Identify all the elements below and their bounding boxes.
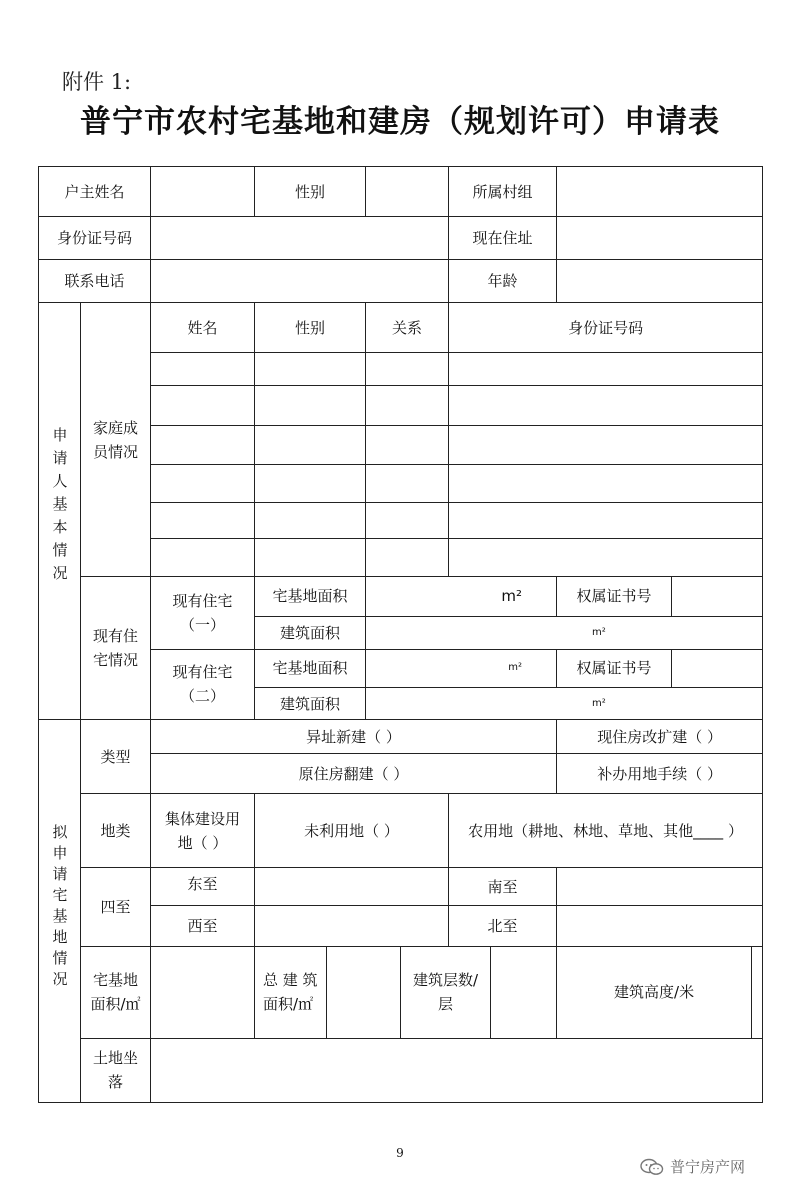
member-gender-cell[interactable] [255, 464, 366, 502]
member-gender-cell[interactable] [255, 426, 366, 464]
section-proposed-homestead [39, 720, 81, 1103]
type-option-renovate[interactable]: 现住房改扩建（ ） [557, 720, 763, 754]
unit-sqm: m² [508, 662, 523, 674]
unit-sqm: m² [592, 697, 606, 709]
height-field[interactable] [752, 946, 763, 1038]
col-gender-header: 性别 [255, 303, 366, 353]
phone-label: 联系电话 [39, 260, 151, 303]
west-boundary-label: 西至 [151, 906, 255, 946]
member-gender-cell[interactable] [255, 502, 366, 538]
col-id-header: 身份证号码 [449, 303, 763, 353]
section-proposed-text: 拟申请宅基地情况 [50, 823, 69, 992]
land-class-collective[interactable]: 集体建设用地（ ） [151, 794, 255, 868]
phone-field[interactable] [151, 260, 449, 303]
application-form-table [38, 166, 763, 1103]
house1-label: 现有住宅（一） [151, 576, 255, 649]
village-label: 所属村组 [449, 167, 557, 217]
floors-field[interactable] [491, 946, 557, 1038]
type-option-rebuild[interactable]: 原住房翻建（ ） [151, 754, 557, 794]
house2-build-area-field[interactable] [366, 688, 763, 720]
id-number-label: 身份证号码 [39, 217, 151, 260]
id-number-field[interactable] [151, 217, 449, 260]
chat-bubble-icon [640, 1158, 664, 1176]
gender-field[interactable] [366, 167, 449, 217]
south-boundary-field[interactable] [557, 868, 763, 906]
section-applicant-info [39, 303, 81, 720]
floors-label: 建筑层数/层 [401, 946, 491, 1038]
owner-name-label: 户主姓名 [39, 167, 151, 217]
page-title: 普宁市农村宅基地和建房（规划许可）申请表 [80, 104, 720, 140]
member-gender-cell[interactable] [255, 538, 366, 576]
unit-sqm: m² [592, 626, 606, 638]
west-boundary-field[interactable] [255, 906, 449, 946]
age-field[interactable] [557, 260, 763, 303]
house2-cert-field[interactable] [672, 649, 763, 687]
member-name-cell[interactable] [151, 426, 255, 464]
member-relation-cell[interactable] [366, 426, 449, 464]
member-gender-cell[interactable] [255, 353, 366, 386]
col-name-header: 姓名 [151, 303, 255, 353]
member-name-cell[interactable] [151, 502, 255, 538]
watermark [640, 1156, 745, 1177]
land-class-agricultural[interactable]: 农用地（耕地、林地、草地、其他____ ） [449, 794, 763, 868]
homestead-area-field[interactable] [151, 946, 255, 1038]
land-class-unused[interactable]: 未利用地（ ） [255, 794, 449, 868]
unit-sqm: m² [501, 587, 523, 606]
location-field[interactable] [151, 1038, 763, 1102]
section-applicant-text: 申请人基本情况 [50, 427, 69, 589]
member-id-cell[interactable] [449, 464, 763, 502]
village-field[interactable] [557, 167, 763, 217]
col-relation-header: 关系 [366, 303, 449, 353]
member-relation-cell[interactable] [366, 353, 449, 386]
homestead-area-label: 宅基地面积/㎡ [81, 946, 151, 1038]
watermark-text: 普宁房产网 [670, 1158, 746, 1176]
address-label: 现在住址 [449, 217, 557, 260]
member-relation-cell[interactable] [366, 502, 449, 538]
member-name-cell[interactable] [151, 353, 255, 386]
house2-label: 现有住宅（二） [151, 649, 255, 719]
house1-build-area-label: 建筑面积 [255, 616, 366, 649]
member-name-cell[interactable] [151, 386, 255, 426]
house1-build-area-field[interactable] [366, 616, 763, 649]
attachment-label: 附件 1: [62, 70, 132, 94]
member-relation-cell[interactable] [366, 538, 449, 576]
house1-cert-label: 权属证书号 [557, 576, 672, 616]
east-boundary-field[interactable] [255, 868, 449, 906]
owner-name-field[interactable] [151, 167, 255, 217]
house1-land-area-field[interactable] [366, 576, 557, 616]
member-gender-cell[interactable] [255, 386, 366, 426]
page-number: 9 [396, 1146, 404, 1160]
house1-land-area-label: 宅基地面积 [255, 576, 366, 616]
member-relation-cell[interactable] [366, 386, 449, 426]
existing-housing-label: 现有住宅情况 [81, 576, 151, 719]
type-option-new-site[interactable]: 异址新建（ ） [151, 720, 557, 754]
age-label: 年龄 [449, 260, 557, 303]
type-option-supplement[interactable]: 补办用地手续（ ） [557, 754, 763, 794]
house2-land-area-field[interactable] [366, 649, 557, 687]
address-field[interactable] [557, 217, 763, 260]
east-boundary-label: 东至 [151, 868, 255, 906]
house2-build-area-label: 建筑面积 [255, 688, 366, 720]
gender-label: 性别 [255, 167, 366, 217]
member-id-cell[interactable] [449, 386, 763, 426]
location-label: 土地坐落 [81, 1038, 151, 1102]
house1-cert-field[interactable] [672, 576, 763, 616]
land-class-label: 地类 [81, 794, 151, 868]
boundaries-label: 四至 [81, 868, 151, 946]
family-members-label: 家庭成员情况 [81, 303, 151, 577]
house2-cert-label: 权属证书号 [557, 649, 672, 687]
house2-land-area-label: 宅基地面积 [255, 649, 366, 687]
height-label: 建筑高度/米 [557, 946, 752, 1038]
member-name-cell[interactable] [151, 464, 255, 502]
south-boundary-label: 南至 [449, 868, 557, 906]
total-build-area-field[interactable] [327, 946, 401, 1038]
member-id-cell[interactable] [449, 538, 763, 576]
member-relation-cell[interactable] [366, 464, 449, 502]
member-id-cell[interactable] [449, 426, 763, 464]
north-boundary-field[interactable] [557, 906, 763, 946]
north-boundary-label: 北至 [449, 906, 557, 946]
total-build-area-label: 总 建 筑面积/㎡ [255, 946, 327, 1038]
member-id-cell[interactable] [449, 353, 763, 386]
type-label: 类型 [81, 720, 151, 794]
member-id-cell[interactable] [449, 502, 763, 538]
member-name-cell[interactable] [151, 538, 255, 576]
